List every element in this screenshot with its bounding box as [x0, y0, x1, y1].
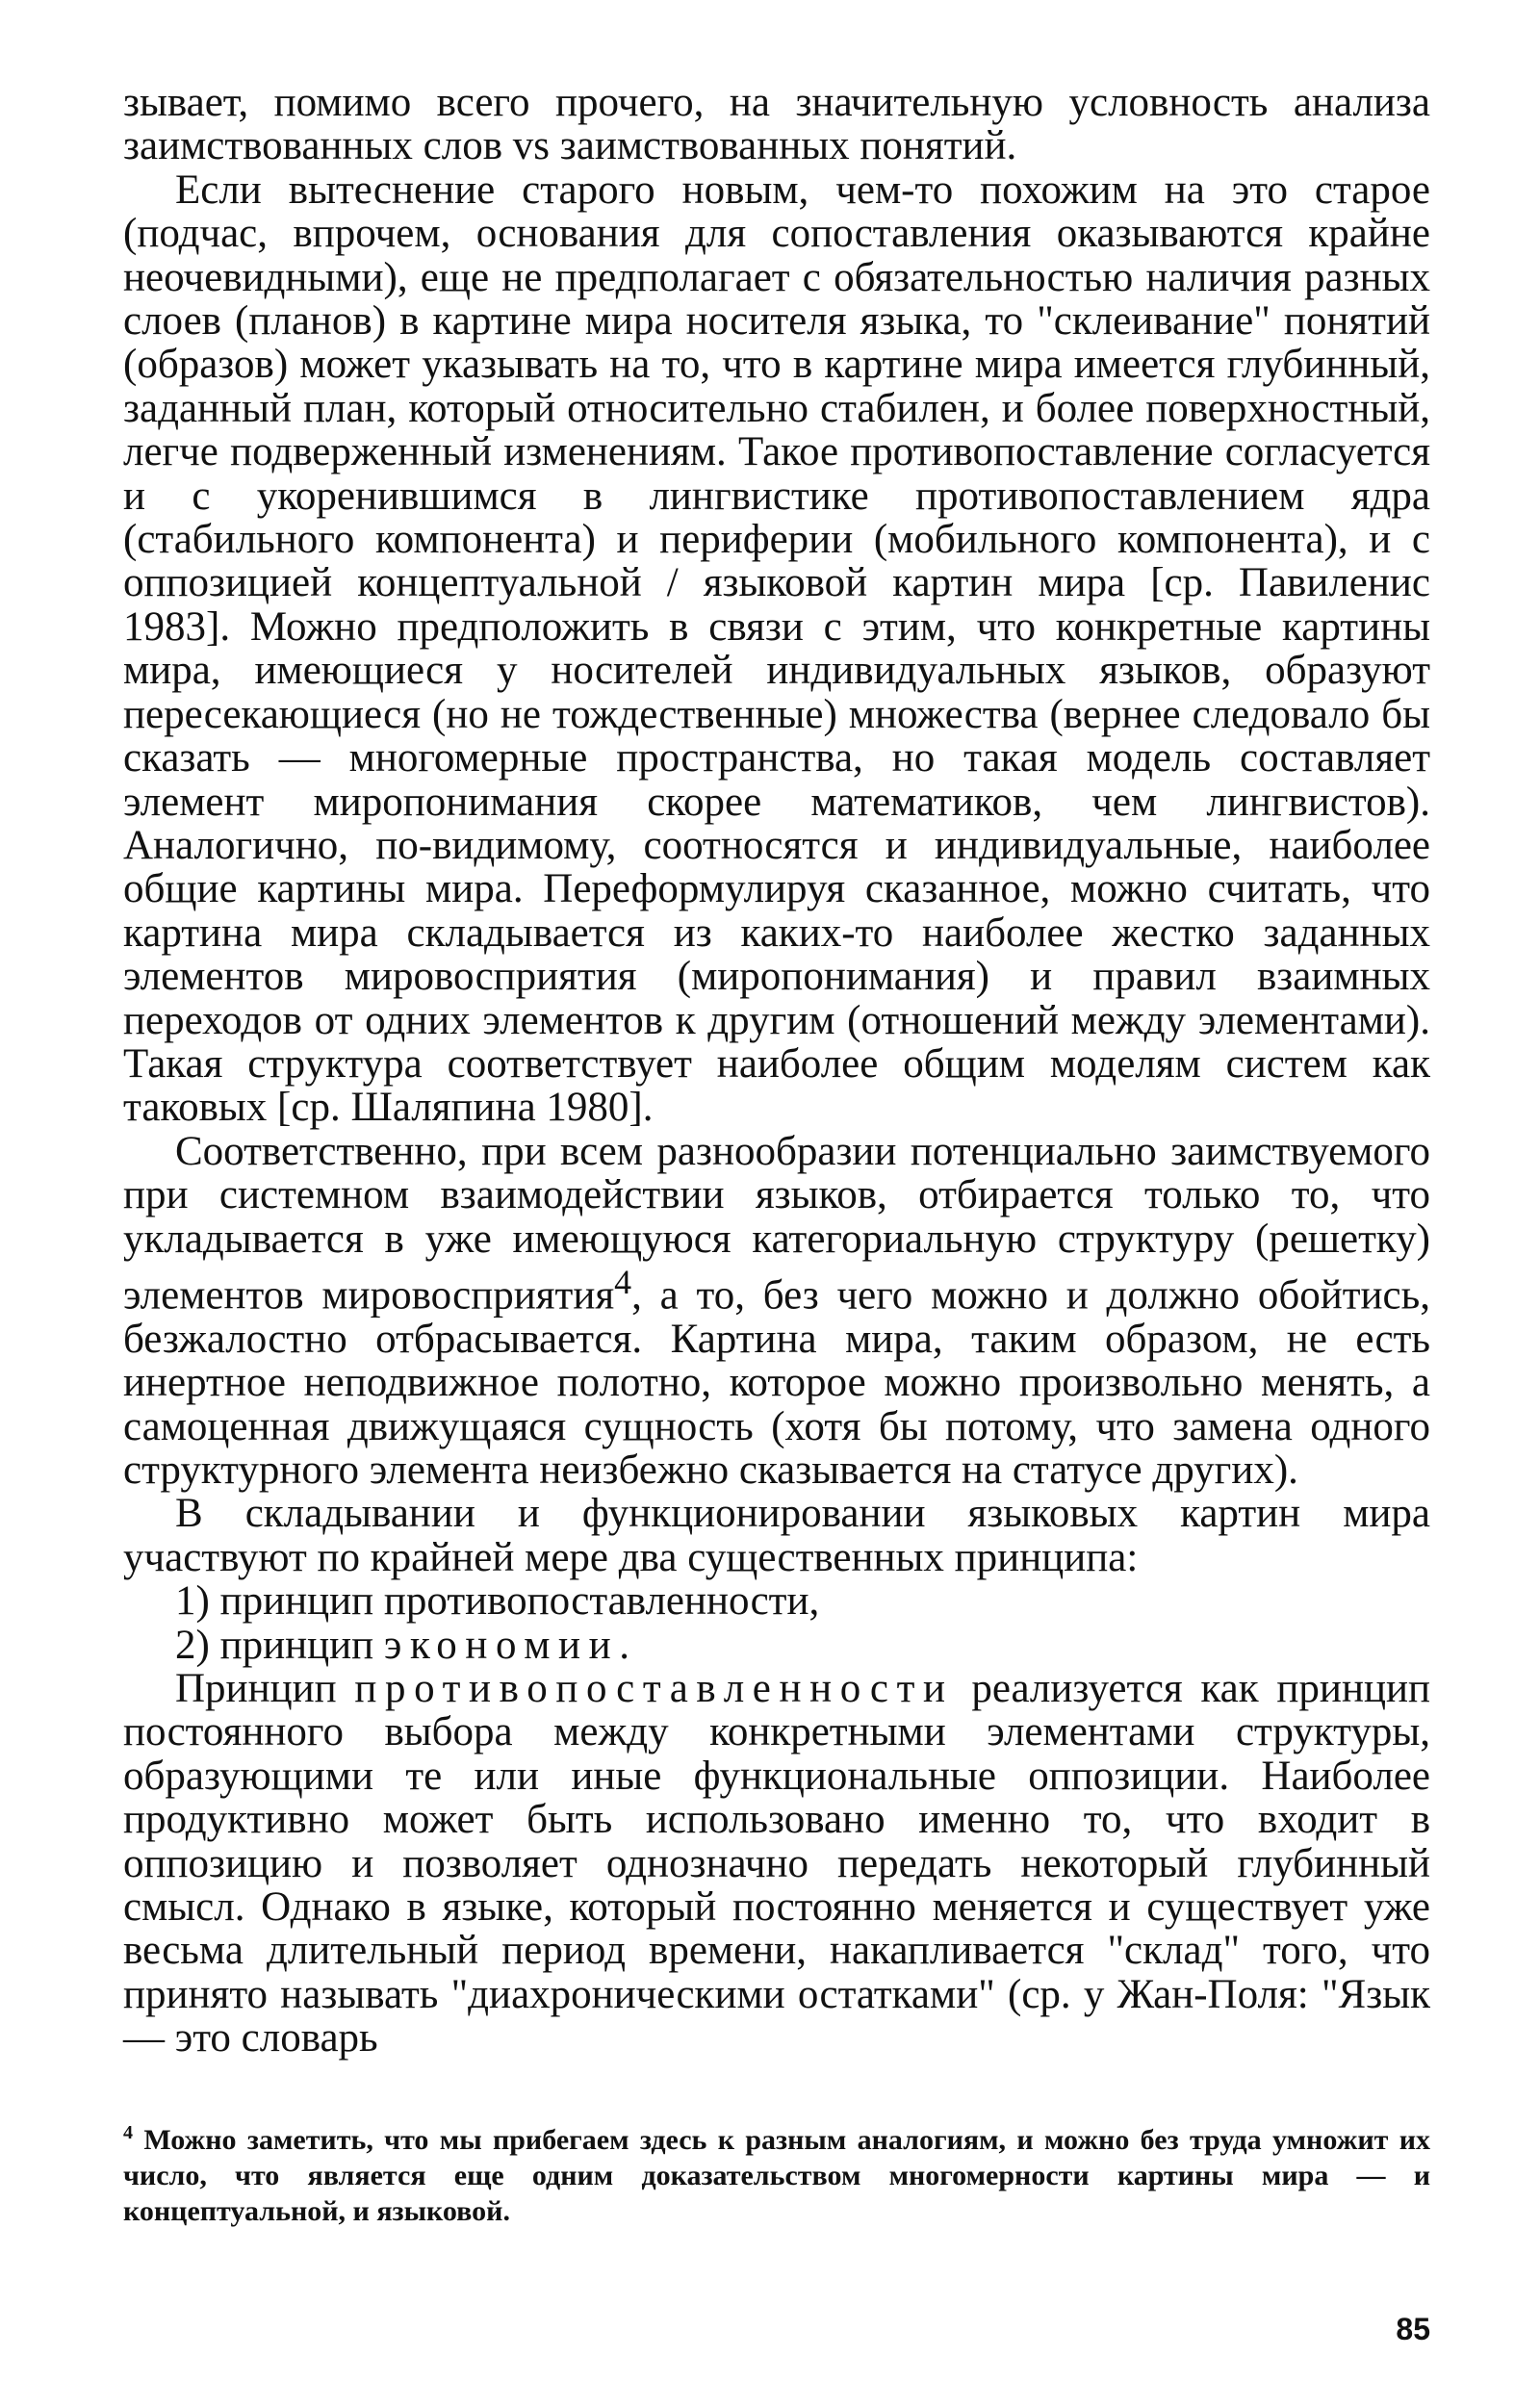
paragraph-4: В складывании и функционировании языковых картин мира участвуют по крайней мере два существенных принципа:	[123, 1491, 1430, 1580]
footnote-reference[interactable]: 4	[614, 1262, 632, 1301]
list-item-1: 1) принцип противопоставленности,	[175, 1578, 820, 1625]
paragraph-3-text-a: Соответственно, при всем разнообразии потенциально заимствуемого при системном взаимодействии языков, отбирается только то, что укладывается в уже имеющуюся категориальную структуру (решетку) элементов мировосприятия	[123, 1128, 1430, 1319]
footnote-text: Можно заметить, что мы прибегаем здесь к разным аналогиям, и можно без труда умножит их число, что является еще одним доказательством многомерности картины мира — и концептуальной, и языковой.	[123, 2124, 1430, 2227]
list-item-2-suffix: .	[619, 1622, 630, 1668]
main-text	[123, 81, 1430, 2061]
paragraph-continuation: зывает, помимо всего прочего, на значительную условность анализа заимствованных слов vs заимствованных понятий.	[123, 80, 1430, 169]
paragraph-5-lead: Принцип	[175, 1665, 337, 1711]
list-item-2	[123, 1624, 1430, 1667]
footnote-area	[123, 2122, 1430, 2229]
list-item-2-prefix: 2) принцип	[175, 1622, 374, 1668]
paragraph-3-text-b: , а то, без чего можно и должно обойтись, безжалостно отбрасывается. Картина мира, таким образом, не есть инертное неподвижное полотно, которое можно произвольно менять, а самоценная движущаяся сущность (хотя бы потому, что замена одного структурного элемента неизбежно сказывается на статусе других).	[123, 1272, 1430, 1493]
footnote-4	[123, 2122, 1430, 2229]
paragraph-2: Если вытеснение старого новым, чем-то похожим на это старое (подчас, впрочем, основания для сопоставления оказываются крайне неочевидными), еще не предполагает с обязательностью наличия разных слоев (планов) в картине мира носителя языка, то "склеивание" понятий (образов) может указывать на то, что в картине мира имеется глубинный, заданный план, который относительно стабилен, и более поверхностный, легче подверженный изменениям. Такое противопоставление согласуется и с укоренившимся в лингвистике противопоставлением ядра (стабильного компонента) и периферии (мобильного компонента), и с оппозицией концептуальной / языковой картин мира [ср. Павиленис 1983]. Можно предположить в связи с этим, что конкретные картины мира, имеющиеся у носителей индивидуальных языков, образуют пересекающиеся (но не тождественные) множества (вернее следовало бы сказать — многомерные пространства, но такая модель составляет элемент миропонимания скорее математиков, чем лингвистов). Аналогично, по-видимому, соотносятся и индивидуальные, наиболее общие картины мира. Переформулируя сказанное, можно считать, что картина мира складывается из каких-то наиболее жестко заданных элементов мировосприятия (миропонимания) и правил взаимных переходов от одних элементов к другим (отношений между элементами). Такая структура соответствует наиболее общим моделям систем как таковых [ср. Шаляпина 1980].	[123, 166, 1430, 1131]
spaced-term-economy: экономии	[383, 1622, 620, 1668]
paragraph-5-text: реализуется как принцип постоянного выбора между конкретными элементами структуры, образующими те или иные функциональные оппозиции. Наиболее продуктивно может быть использовано именно то, что входит в оппозицию и позволяет однозначно передать некоторый глубинный смысл. Однако в языке, который постоянно меняется и существует уже весьма длительный период времени, накапливается "склад" того, что принято называть "диахроническими остатками" (ср. у Жан-Поля: "Язык — это словарь	[123, 1665, 1430, 2062]
paragraph-3	[123, 1130, 1430, 1493]
page-number: 85	[1396, 2312, 1430, 2346]
paragraph-5	[123, 1667, 1430, 2061]
footnote-mark: 4	[123, 2122, 133, 2143]
spaced-term-opposition: противопоставленности	[354, 1665, 954, 1711]
